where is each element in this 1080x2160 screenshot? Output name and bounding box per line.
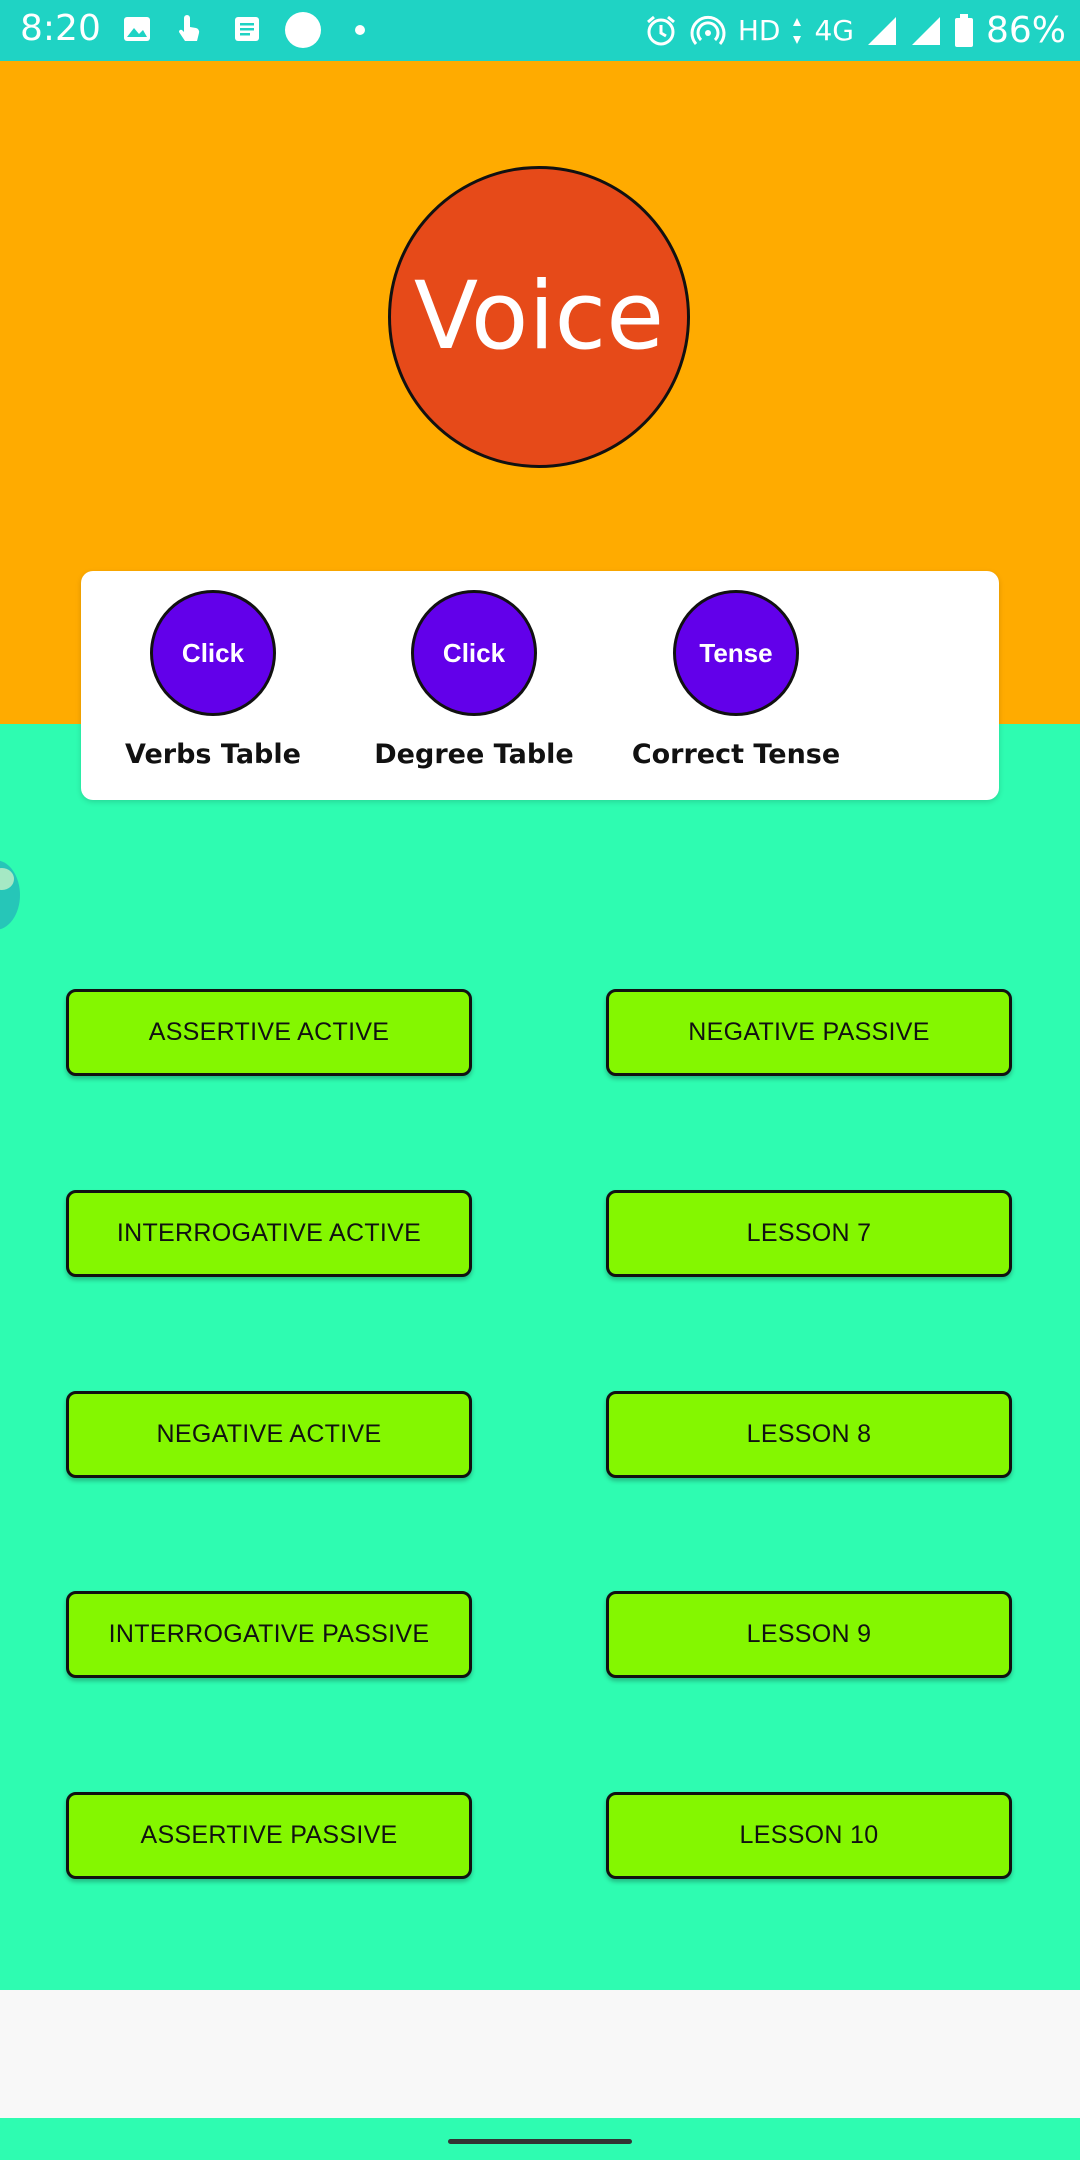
battery-level: 86%	[985, 10, 1066, 51]
status-bar	[0, 0, 1080, 61]
image-icon	[122, 14, 152, 44]
data-arrows-icon	[792, 16, 802, 46]
correct-tense-label: Correct Tense	[631, 739, 841, 770]
hotspot-icon	[690, 14, 726, 48]
network-4g: 4G	[814, 14, 854, 47]
lesson-assertive-passive-button[interactable]: ASSERTIVE PASSIVE	[66, 1792, 472, 1879]
correct-tense-button[interactable]: Tense	[673, 590, 799, 716]
verbs-table-item	[93, 571, 333, 800]
lesson-8-button[interactable]: LESSON 8	[606, 1391, 1012, 1478]
side-decoration	[0, 860, 20, 930]
correct-tense-item	[616, 571, 856, 800]
lesson-negative-active-button[interactable]: NEGATIVE ACTIVE	[66, 1391, 472, 1478]
lesson-interrogative-active-button[interactable]: INTERROGATIVE ACTIVE	[66, 1190, 472, 1277]
verbs-table-label: Verbs Table	[125, 739, 301, 770]
circle-icon	[284, 11, 322, 49]
ad-banner-area	[0, 1990, 1080, 2118]
degree-table-item	[354, 571, 594, 800]
verbs-table-button[interactable]: Click	[150, 590, 276, 716]
touch-icon	[175, 14, 205, 44]
signal-icon	[866, 15, 898, 47]
lesson-7-button[interactable]: LESSON 7	[606, 1190, 1012, 1277]
dot-icon	[354, 24, 366, 36]
quick-links-card	[81, 571, 999, 800]
network-hd: HD	[737, 14, 781, 47]
battery-icon	[954, 14, 974, 48]
status-right	[644, 0, 1066, 61]
status-time: 8:20	[20, 8, 101, 49]
document-icon	[232, 14, 262, 44]
lesson-9-button[interactable]: LESSON 9	[606, 1591, 1012, 1678]
signal-icon	[910, 15, 942, 47]
voice-logo	[388, 166, 690, 468]
degree-table-button[interactable]: Click	[411, 590, 537, 716]
lesson-10-button[interactable]: LESSON 10	[606, 1792, 1012, 1879]
lesson-interrogative-passive-button[interactable]: INTERROGATIVE PASSIVE	[66, 1591, 472, 1678]
lesson-assertive-active-button[interactable]: ASSERTIVE ACTIVE	[66, 989, 472, 1076]
alarm-icon	[644, 14, 678, 48]
page-title: Voice	[413, 262, 665, 371]
degree-table-label: Degree Table	[374, 739, 574, 770]
lesson-negative-passive-button[interactable]: NEGATIVE PASSIVE	[606, 989, 1012, 1076]
gesture-nav-handle[interactable]	[448, 2139, 632, 2144]
